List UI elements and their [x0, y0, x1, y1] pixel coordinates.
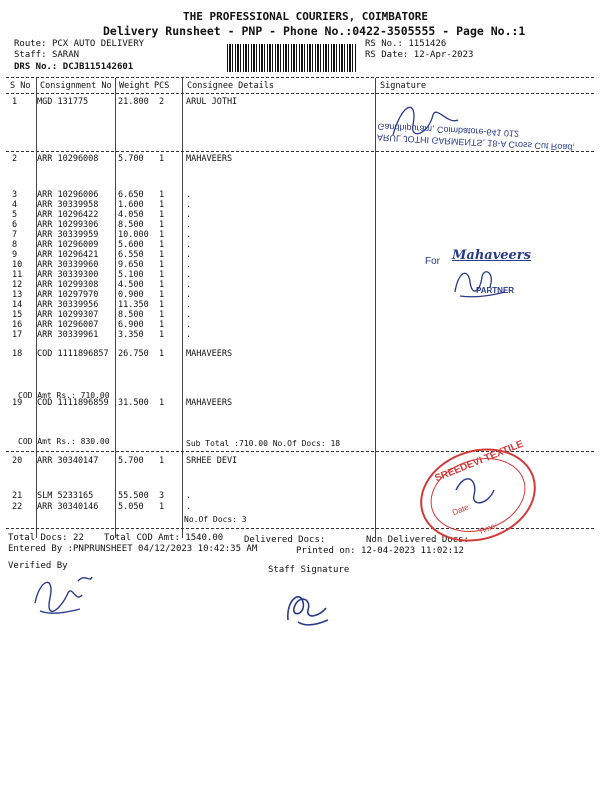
row-weight: 8.500 — [118, 310, 144, 320]
row-consignee: . — [186, 210, 192, 220]
row-consignment: ARR 30340146 — [37, 502, 99, 512]
row-pcs: 1 — [159, 502, 165, 512]
row-sno: 20 — [12, 456, 23, 466]
row-consignee: ARUL JOTHI — [186, 97, 238, 107]
row-sno: 4 — [12, 200, 18, 210]
row-pcs: 1 — [159, 220, 165, 230]
row-consignee: . — [186, 491, 192, 501]
row-weight: 4.500 — [118, 280, 144, 290]
printed-on: Printed on: 12-04-2023 11:02:12 — [296, 546, 464, 556]
route-value: PCX AUTO DELIVERY — [51, 39, 145, 49]
row-consignment: COD 1111896859 — [37, 398, 109, 408]
staff-label: Staff: — [14, 50, 47, 60]
row-consignment: ARR 30339300 — [37, 270, 99, 280]
row-pcs: 1 — [159, 310, 165, 320]
row-consignment: ARR 30340147 — [37, 456, 99, 466]
row-weight: 3.350 — [118, 330, 144, 340]
row-consignment: MGD 131775 — [37, 97, 89, 107]
delivered-docs: Delivered Docs: — [244, 535, 326, 545]
table-row — [0, 349, 600, 360]
drs-line — [14, 62, 133, 72]
row-pcs: 1 — [159, 260, 165, 270]
row-sno: 13 — [12, 290, 23, 300]
row-pcs: 1 — [159, 280, 165, 290]
row-pcs: 1 — [159, 190, 165, 200]
rs-date-label: RS Date: — [365, 50, 409, 60]
row-pcs: 1 — [159, 398, 165, 408]
drs-value: DCJB115142601 — [62, 62, 134, 72]
row-sno: 3 — [12, 190, 18, 200]
row-consignment: ARR 10296009 — [37, 240, 99, 250]
row-consignee: SRHEE DEVI — [186, 456, 238, 466]
row-consignee: MAHAVEERS — [186, 398, 233, 408]
row-consignee: . — [186, 230, 192, 240]
col-pcs: PCS — [154, 81, 170, 91]
row-consignee: . — [186, 220, 192, 230]
row-consignee: . — [186, 260, 192, 270]
stamp-date-label: Date: — [451, 501, 473, 518]
company-name: THE PROFESSIONAL COURIERS, COIMBATORE — [183, 10, 429, 23]
row-pcs: 1 — [159, 230, 165, 240]
route-line — [14, 39, 144, 49]
col-weight: Weight — [119, 81, 150, 91]
verified-by: Verified By — [8, 561, 68, 571]
table-row — [0, 330, 600, 341]
row-consignment: ARR 10296006 — [37, 190, 99, 200]
row-consignment: ARR 30339959 — [37, 230, 99, 240]
rs-date-line — [365, 50, 473, 60]
row-sno: 19 — [12, 398, 23, 408]
row-pcs: 1 — [159, 210, 165, 220]
row-pcs: 1 — [159, 270, 165, 280]
barcode — [227, 44, 357, 72]
row-pcs: 1 — [159, 290, 165, 300]
row-weight: 21.800 — [118, 97, 149, 107]
row-consignment: ARR 30339958 — [37, 200, 99, 210]
row-consignment: ARR 30339956 — [37, 300, 99, 310]
entered-by: Entered By :PNPRUNSHEET 04/12/2023 10:42:35 AM — [8, 544, 258, 554]
row-consignee: . — [186, 200, 192, 210]
row-consignment: ARR 10296008 — [37, 154, 99, 164]
divider — [6, 151, 594, 152]
row-sno: 14 — [12, 300, 23, 310]
staff-signature-icon — [278, 580, 338, 630]
row-pcs: 1 — [159, 330, 165, 340]
row-weight: 1.600 — [118, 200, 144, 210]
mahaveers-partner: PARTNER — [476, 286, 515, 295]
row-pcs: 1 — [159, 320, 165, 330]
stamp-time-label: Time: — [477, 520, 499, 537]
total-cod: Total COD Amt: 1540.00 — [104, 533, 224, 543]
row-weight: 6.650 — [118, 190, 144, 200]
row-consignment: ARR 10296007 — [37, 320, 99, 330]
row-consignee: . — [186, 310, 192, 320]
row-consignment: ARR 10299308 — [37, 280, 99, 290]
row-sno: 10 — [12, 260, 23, 270]
row-consignee: . — [186, 320, 192, 330]
row-pcs: 1 — [159, 240, 165, 250]
row-consignment: SLM 5233165 — [37, 491, 94, 501]
row-weight: 8.500 — [118, 220, 144, 230]
row-weight: 5.050 — [118, 502, 144, 512]
row-pcs: 1 — [159, 200, 165, 210]
cod-amt-1: COD Amt Rs.: 710.00 — [18, 391, 110, 400]
col-sno: S No — [10, 81, 31, 91]
row-consignment: ARR 10299307 — [37, 310, 99, 320]
row-consignee: . — [186, 300, 192, 310]
row-consignment: ARR 10297970 — [37, 290, 99, 300]
row-weight: 5.700 — [118, 456, 144, 466]
row-weight: 6.900 — [118, 320, 144, 330]
row-consignment: ARR 10296422 — [37, 210, 99, 220]
col-consignment: Consignment No — [40, 81, 112, 91]
staff-value: SARAN — [51, 50, 80, 60]
row-sno: 5 — [12, 210, 18, 220]
row-sno: 18 — [12, 349, 23, 359]
rs-no-label: RS No.: — [365, 39, 403, 49]
row-sno: 6 — [12, 220, 18, 230]
row-consignee: . — [186, 330, 192, 340]
row-pcs: 3 — [159, 491, 165, 501]
row-weight: 26.750 — [118, 349, 149, 359]
staff-line — [14, 50, 79, 60]
row-sno: 1 — [12, 97, 18, 107]
row-weight: 9.650 — [118, 260, 144, 270]
row-sno: 21 — [12, 491, 23, 501]
row-pcs: 1 — [159, 300, 165, 310]
row-consignee: MAHAVEERS — [186, 349, 233, 359]
row-sno: 7 — [12, 230, 18, 240]
row-weight: 6.550 — [118, 250, 144, 260]
row-pcs: 1 — [159, 456, 165, 466]
row-consignment: ARR 10296421 — [37, 250, 99, 260]
arul-jothi-stamp: ARUL JOTHI GARMENTS, 18-A Cross Cut Road, Gandhipuram, Coimbatore-641 012 — [376, 121, 576, 153]
row-weight: 4.050 — [118, 210, 144, 220]
row-weight: 5.700 — [118, 154, 144, 164]
rs-no-value: 1151426 — [408, 39, 447, 49]
drs-label: DRS No.: — [14, 62, 58, 72]
table-header — [0, 81, 600, 92]
row-sno: 22 — [12, 502, 23, 512]
row-consignment: ARR 30339961 — [37, 330, 99, 340]
rs-no-line — [365, 39, 446, 49]
table-row — [0, 154, 600, 165]
row-sno: 9 — [12, 250, 18, 260]
row-weight: 0.900 — [118, 290, 144, 300]
row-sno: 17 — [12, 330, 23, 340]
verified-signature-icon — [30, 563, 100, 618]
row-weight: 5.100 — [118, 270, 144, 280]
row-pcs: 1 — [159, 349, 165, 359]
row-consignee: . — [186, 240, 192, 250]
row-sno: 2 — [12, 154, 18, 164]
row-consignee: . — [186, 270, 192, 280]
col-signature: Signature — [380, 81, 427, 91]
row-consignment: COD 1111896857 — [37, 349, 109, 359]
row-weight: 10.000 — [118, 230, 149, 240]
row-consignee: . — [186, 290, 192, 300]
row-sno: 8 — [12, 240, 18, 250]
row-consignee: . — [186, 280, 192, 290]
divider — [6, 77, 594, 78]
row-pcs: 2 — [159, 97, 165, 107]
arul-signature-icon — [388, 95, 468, 145]
row-pcs: 1 — [159, 154, 165, 164]
row-consignee: . — [186, 502, 192, 512]
row-weight: 11.350 — [118, 300, 149, 310]
staff-signature-label: Staff Signature — [268, 565, 350, 575]
mahaveers-logo: Mahaveers — [452, 248, 531, 263]
row-sno: 12 — [12, 280, 23, 290]
subtotal: Sub Total :710.00 No.Of Docs: 18 — [186, 439, 341, 448]
row-weight: 5.600 — [118, 240, 144, 250]
row-consignment: ARR 30339960 — [37, 260, 99, 270]
total-docs: Total Docs: 22 — [8, 533, 84, 543]
row-consignee: MAHAVEERS — [186, 154, 233, 164]
route-label: Route: — [14, 39, 47, 49]
row-weight: 55.500 — [118, 491, 149, 501]
runsheet-title: Delivery Runsheet - PNP - Phone No.:0422-3505555 - Page No.:1 — [103, 24, 526, 38]
cod-amt-2: COD Amt Rs.: 830.00 — [18, 437, 110, 446]
non-delivered-docs: Non Delivered Docs: — [366, 535, 469, 545]
row-consignee: . — [186, 190, 192, 200]
group2-docs: No.Of Docs: 3 — [184, 515, 247, 524]
sreedevi-stamp-text: SREEDEVI TEXTILE — [433, 438, 526, 485]
row-sno: 16 — [12, 320, 23, 330]
row-sno: 11 — [12, 270, 23, 280]
mahaveers-for: For — [425, 256, 440, 267]
row-consignment: ARR 10299306 — [37, 220, 99, 230]
row-sno: 15 — [12, 310, 23, 320]
rs-date-value: 12-Apr-2023 — [413, 50, 474, 60]
col-consignee: Consignee Details — [187, 81, 274, 91]
row-pcs: 1 — [159, 250, 165, 260]
row-consignee: . — [186, 250, 192, 260]
row-weight: 31.500 — [118, 398, 149, 408]
